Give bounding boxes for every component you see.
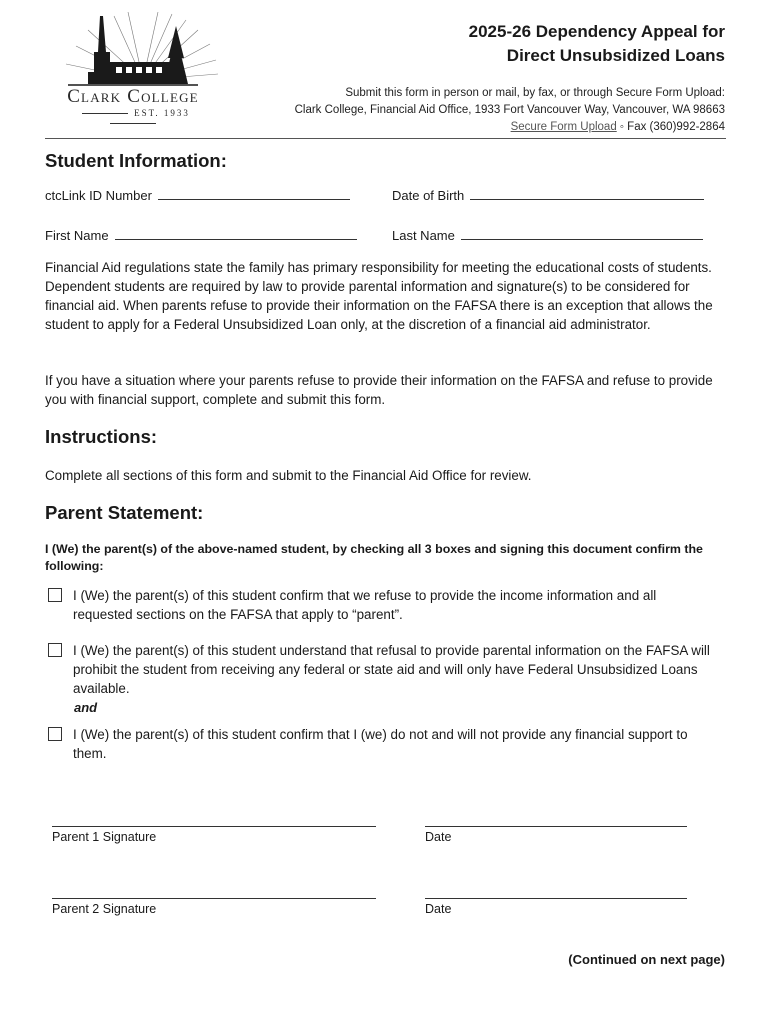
parent1-signature-label: Parent 1 Signature <box>52 830 157 844</box>
dob-blank[interactable] <box>470 187 704 200</box>
parent2-date-line[interactable] <box>425 898 687 899</box>
form-title: 2025-26 Dependency Appeal for Direct Unsubsidized Loans <box>468 22 725 65</box>
header-divider <box>45 138 726 139</box>
situation-paragraph: If you have a situation where your parents refuse to provide their information on the FAFSA and refuse to provide you with financial support, complete and submit this form. <box>45 373 713 407</box>
confirmation-item-1 <box>48 586 718 626</box>
ctclink-id-blank[interactable] <box>158 187 350 200</box>
and-conjunction: and <box>74 700 98 715</box>
dob-field[interactable]: Date of Birth <box>392 187 704 203</box>
last-name-blank[interactable] <box>461 227 703 240</box>
regulations-paragraph: Financial Aid regulations state the family has primary responsibility for meeting the educational costs of students. Dependent students are required by law to provide parental information and signature(s) to be considered for financial aid. When parents refuse to provide their information on the FAFSA there is an exception that allows the student to apply for a Federal Unsubsidized Loan only, at the discretion of a financial aid administrator. <box>45 260 713 332</box>
parent1-signature-line[interactable] <box>52 826 376 827</box>
confirmation-item-2 <box>48 641 718 701</box>
logo-wordmark: Clark College <box>67 86 199 107</box>
last-name-field[interactable]: Last Name <box>392 227 703 243</box>
parent2-signature-line[interactable] <box>52 898 376 899</box>
confirmation-text-3: I (We) the parent(s) of this student confirm that I (we) do not and will not provide any financial support to them. <box>73 727 688 761</box>
continued-note: (Continued on next page) <box>568 952 725 967</box>
confirmation-text-2: I (We) the parent(s) of this student understand that refusal to provide parental information on the FAFSA will prohibit the student from receiving any federal or state aid and will only have Federal Unsubsidized Loans available. <box>73 643 710 696</box>
parent-statement-heading: Parent Statement: <box>45 502 204 523</box>
first-name-blank[interactable] <box>115 227 357 240</box>
confirmation-checkbox-2[interactable] <box>48 643 62 657</box>
confirmation-checkbox-1[interactable] <box>48 588 62 602</box>
confirmation-checkbox-3[interactable] <box>48 727 62 741</box>
submit-instruction: Submit this form in person or mail, by fax, or through Secure Form Upload: <box>345 87 725 99</box>
instructions-heading: Instructions: <box>45 426 158 447</box>
submission-info <box>255 85 725 136</box>
instructions-text: Complete all sections of this form and submit to the Financial Aid Office for review. <box>45 468 532 483</box>
parent-statement-intro: I (We) the parent(s) of the above-named student, by checking all 3 boxes and signing this document confirm the following: <box>45 542 703 573</box>
parent1-date-line[interactable] <box>425 826 687 827</box>
fax-number: ◦ Fax (360)992-2864 <box>616 121 725 133</box>
parent1-date-label: Date <box>425 830 452 844</box>
student-info-heading: Student Information: <box>45 150 227 171</box>
confirmation-item-3 <box>48 725 718 765</box>
secure-form-upload-link[interactable]: Secure Form Upload <box>510 121 617 133</box>
parent2-date-label: Date <box>425 902 452 916</box>
ctclink-id-field[interactable]: ctcLink ID Number <box>45 187 350 203</box>
first-name-field[interactable]: First Name <box>45 227 357 243</box>
logo-established: EST. 1933 <box>48 108 218 128</box>
confirmation-text-1: I (We) the parent(s) of this student confirm that we refuse to provide the income information and all requested sections on the FAFSA that apply to “parent”. <box>73 588 657 622</box>
parent2-signature-label: Parent 2 Signature <box>52 902 157 916</box>
office-address: Clark College, Financial Aid Office, 1933 Fort Vancouver Way, Vancouver, WA 98663 <box>294 104 725 116</box>
